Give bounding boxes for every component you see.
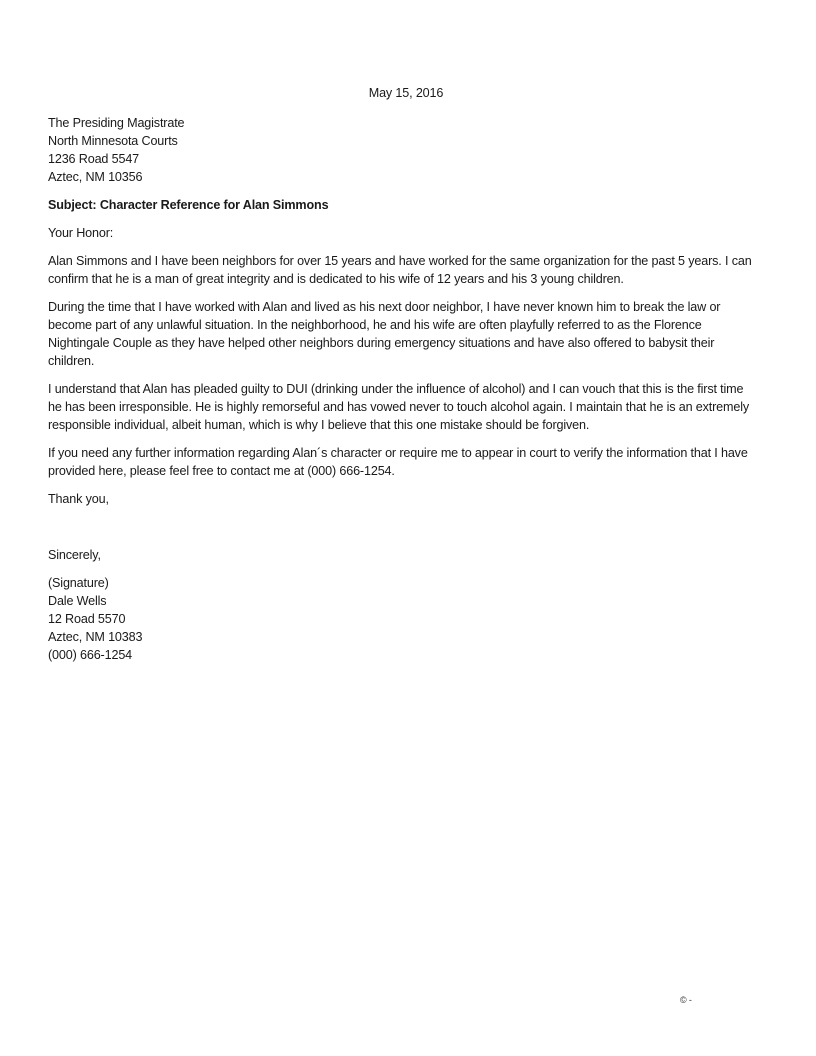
body-paragraph: If you need any further information regarding Alan´s character or require me to appear in court to verify the information that I have provided here, please feel free to contact me at (000) 666-1254. (48, 446, 748, 478)
recipient-address (48, 114, 760, 186)
letter-date: May 15, 2016 (368, 86, 444, 100)
recipient-line: 1236 Road 5547 (48, 152, 140, 166)
body-paragraph: During the time that I have worked with Alan and lived as his next door neighbor, I have never known him to break the law or become part of any unlawful situation. In the neighborhood, he and his wife are often playfully referred to as the Florence Nightingale Couple as they have helped other neighbors during emergency situations and have also offered to babysit their children. (48, 300, 721, 368)
letter-signoff: Sincerely, (48, 548, 101, 562)
recipient-line: The Presiding Magistrate (48, 116, 185, 130)
sender-phone: (000) 666-1254 (48, 648, 133, 662)
letter-page (48, 84, 760, 664)
letter-salutation: Your Honor: (48, 226, 114, 240)
letter-subject: Subject: Character Reference for Alan Simmons (48, 198, 329, 212)
body-paragraph: I understand that Alan has pleaded guilty to DUI (drinking under the influence of alcohol) and I can vouch that this is the first time he has been irresponsible. He is highly remorseful and has vowed never to touch alcohol again. I maintain that he is an extremely responsible individual, albeit human, which is why I believe that this one mistake should be forgiven. (48, 382, 750, 432)
sender-block (48, 574, 760, 664)
letter-closing: Thank you, (48, 492, 109, 506)
sender-signature: (Signature) (48, 576, 109, 590)
sender-city: Aztec, NM 10383 (48, 630, 143, 644)
copyright-mark: © - (680, 995, 692, 1005)
body-paragraph: Alan Simmons and I have been neighbors for over 15 years and have worked for the same organization for the past 5 years. I can confirm that he is a man of great integrity and is dedicated to his wife of 12 years and his 3 young children. (48, 254, 752, 286)
sender-street: 12 Road 5570 (48, 612, 126, 626)
recipient-line: North Minnesota Courts (48, 134, 178, 148)
recipient-line: Aztec, NM 10356 (48, 170, 143, 184)
sender-name: Dale Wells (48, 594, 107, 608)
